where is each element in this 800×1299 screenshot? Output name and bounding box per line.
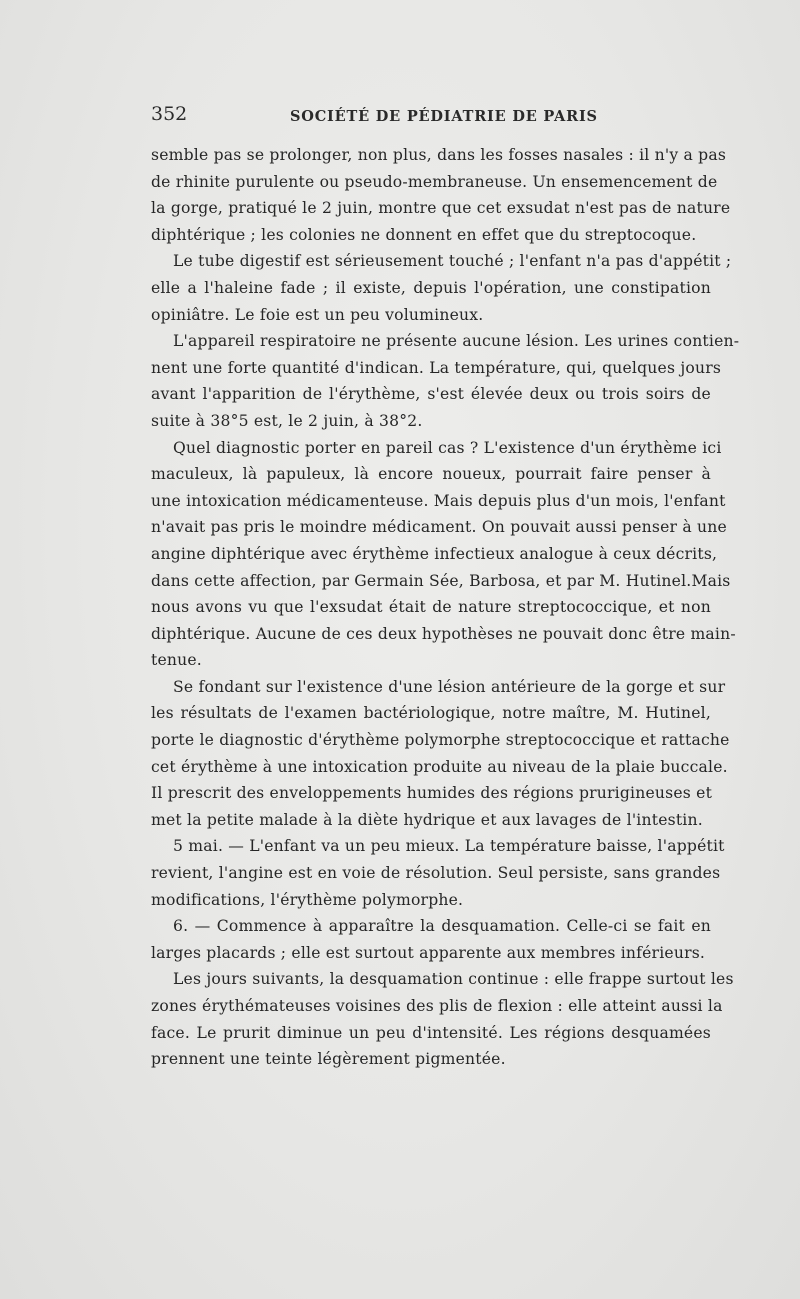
text-line: porte le diagnostic d'érythème polymorphe streptococcique et rattache xyxy=(151,731,730,750)
text-line: opiniâtre. Le foie est un peu volumineux. xyxy=(151,305,484,324)
text-line: zones érythémateuses voisines des plis de flexion : elle atteint aussi la xyxy=(151,997,723,1015)
text-line: Les jours suivants, la desquamation continue : elle frappe surtout les xyxy=(173,970,734,989)
running-head-title: SOCIÉTÉ DE PÉDIATRIE DE PARIS xyxy=(290,108,598,125)
text-line: face. Le prurit diminue un peu d'intensité. Les régions desquamées xyxy=(151,1023,711,1042)
text-line: la gorge, pratiqué le 2 juin, montre que cet exsudat n'est pas de nature xyxy=(151,199,731,218)
text-line: L'appareil respiratoire ne présente aucune lésion. Les urines contien- xyxy=(173,332,740,351)
text-line: une intoxication médicamenteuse. Mais depuis plus d'un mois, l'enfant xyxy=(151,491,726,510)
text-line: nous avons vu que l'exsudat était de nature streptococcique, et non xyxy=(151,598,711,617)
text-line: cet érythème à une intoxication produite au niveau de la plaie buccale. xyxy=(151,757,728,776)
text-line: Il prescrit des enveloppements humides des régions prurigineuses et xyxy=(151,784,713,803)
text-line: diphtérique. Aucune de ces deux hypothèses ne pouvait donc être main- xyxy=(151,624,736,643)
text-line: 5 mai. — L'enfant va un peu mieux. La température baisse, l'appétit xyxy=(173,837,725,856)
page-number: 352 xyxy=(151,103,188,125)
text-line: avant l'apparition de l'érythème, s'est élevée deux ou trois soirs de xyxy=(151,385,711,404)
text-line: nent une forte quantité d'indican. La température, qui, quelques jours xyxy=(151,358,722,377)
text-line: angine diphtérique avec érythème infectieux analogue à ceux décrits, xyxy=(151,544,718,563)
text-line: de rhinite purulente ou pseudo-membraneuse. Un ensemencement de xyxy=(151,172,718,191)
text-line: 6. — Commence à apparaître la desquamation. Celle-ci se fait en xyxy=(173,917,711,936)
text-line: suite à 38°5 est, le 2 juin, à 38°2. xyxy=(151,411,423,430)
text-line: larges placards ; elle est surtout apparente aux membres inférieurs. xyxy=(151,943,706,962)
text-line: elle a l'haleine fade ; il existe, depuis l'opération, une constipation xyxy=(151,278,711,297)
text-line: revient, l'angine est en voie de résolution. Seul persiste, sans grandes xyxy=(151,864,721,883)
text-line: Le tube digestif est sérieusement touché ; l'enfant n'a pas d'appétit ; xyxy=(173,252,732,271)
text-line: met la petite malade à la diète hydrique et aux lavages de l'intestin. xyxy=(151,810,703,829)
text-line: prennent une teinte légèrement pigmentée. xyxy=(151,1050,506,1069)
text-line: semble pas se prolonger, non plus, dans les fosses nasales : il n'y a pas xyxy=(151,146,727,164)
text-line: tenue. xyxy=(151,651,202,670)
text-line: Se fondant sur l'existence d'une lésion antérieure de la gorge et sur xyxy=(173,677,726,696)
text-line: les résultats de l'examen bactériologique, notre maître, M. Hutinel, xyxy=(151,704,711,723)
text-line: Quel diagnostic porter en pareil cas ? L'existence d'un érythème ici xyxy=(173,438,722,457)
body-text xyxy=(151,142,740,1073)
text-line: modifications, l'érythème polymorphe. xyxy=(151,890,464,909)
text-line: maculeux, là papuleux, là encore noueux, pourrait faire penser à xyxy=(151,465,711,484)
text-line: diphtérique ; les colonies ne donnent en effet que du streptocoque. xyxy=(151,225,697,244)
text-line: n'avait pas pris le moindre médicament. On pouvait aussi penser à une xyxy=(151,518,727,537)
text-line: dans cette affection, par Germain Sée, Barbosa, et par M. Hutinel.Mais xyxy=(151,571,731,590)
